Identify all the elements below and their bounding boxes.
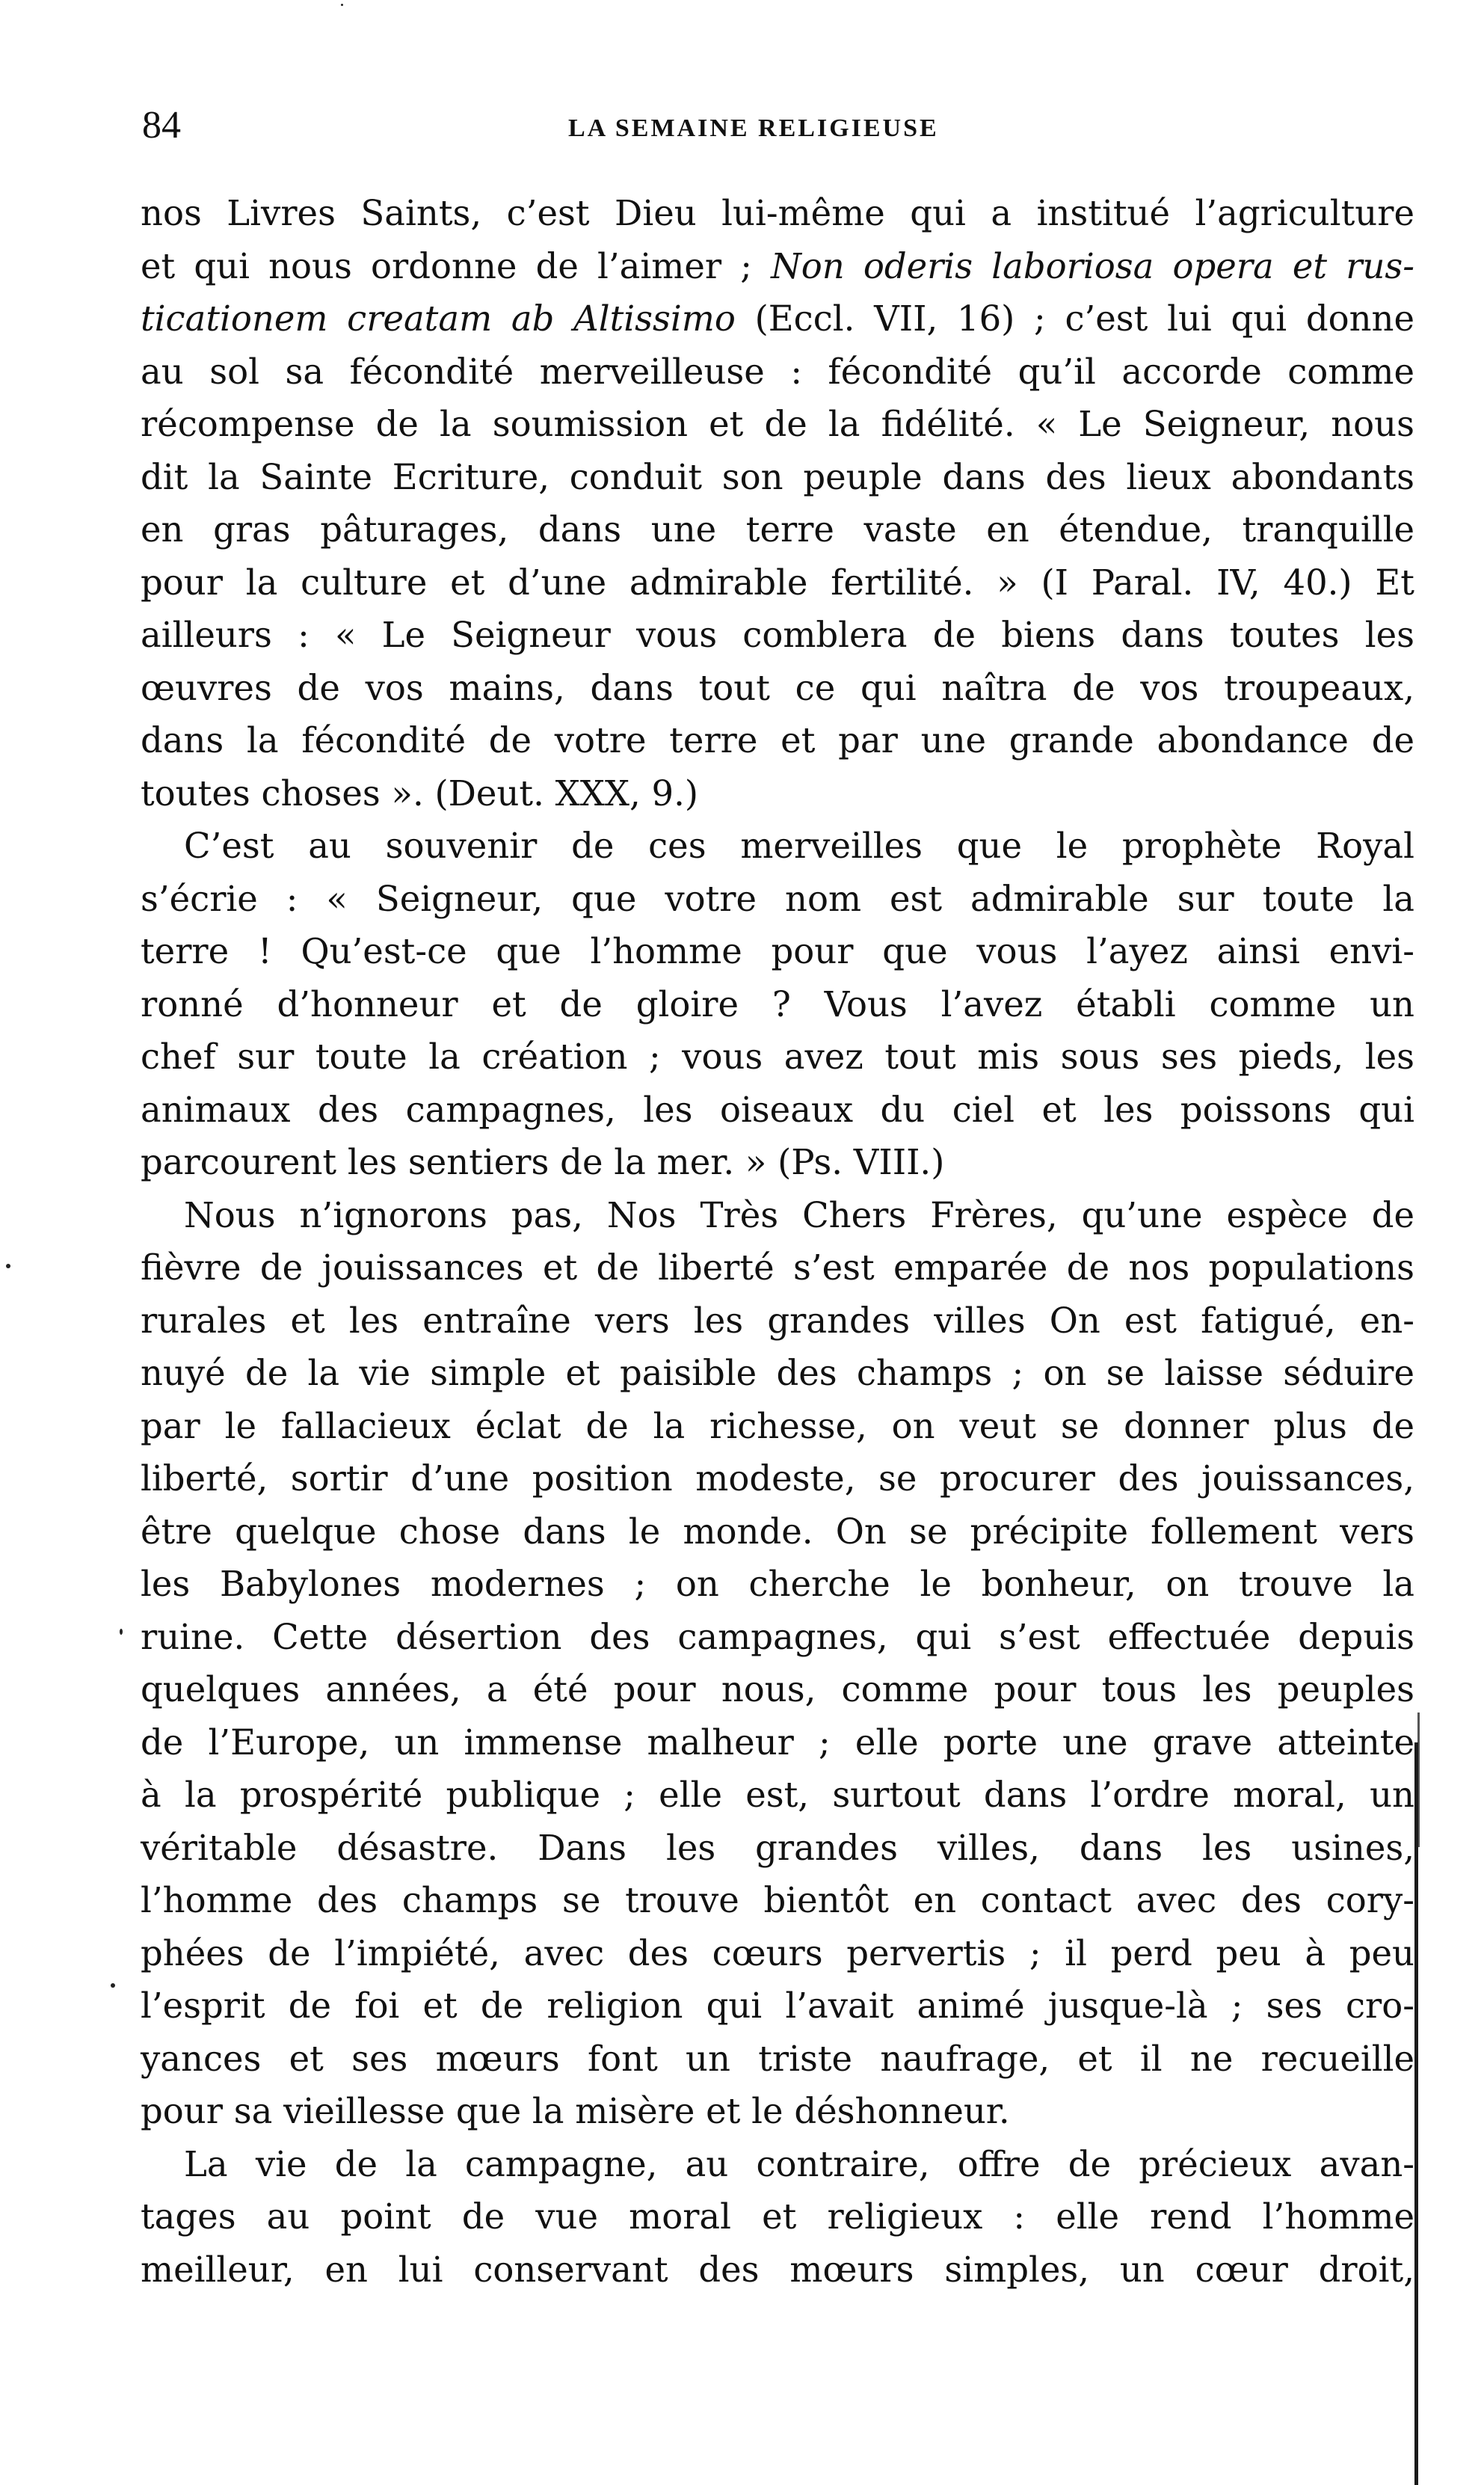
text-line: de l’Europe, un immense malheur ; elle porte une grave atteinte [141,1721,1414,1763]
text-line [141,292,1414,345]
text-line: en gras pâturages, dans une terre vaste en étendue, tranquille [141,509,1414,550]
text-line: nuyé de la vie simple et paisible des champs ; on se laisse séduire [141,1353,1414,1393]
text-line: rurales et les entraîne vers les grandes villes On est fatigué, en- [141,1300,1414,1341]
text-line-part: (Eccl. VII, 16) ; c’est lui qui donne [735,298,1415,339]
text-line: à la prospérité publique ; elle est, surtout dans l’ordre moral, un [141,1775,1414,1815]
running-head: LA SEMAINE RELIGIEUSE [568,114,939,142]
latin-quote: ticationem creatam ab Altissimo [141,298,736,339]
text-line: chef sur toute la création ; vous avez tout mis sous ses pieds, les [141,1036,1414,1077]
text-line: ailleurs : « Le Seigneur vous comblera de biens dans toutes les [141,615,1414,655]
text-line: phées de l’impiété, avec des cœurs pervertis ; il perd peu à peu [141,1932,1414,1973]
text-line: meilleur, en lui conservant des mœurs simples, un cœur droit, [141,2249,1414,2290]
text-line: au sol sa fécondité merveilleuse : fécondité qu’il accorde comme [141,351,1414,392]
scan-speck [111,1983,115,1988]
text-line: ruine. Cette désertion des campagnes, qui s’est effectuée depuis [141,1616,1414,1657]
text-line: Nous n’ignorons pas, Nos Très Chers Frères, qu’une espèce de [184,1194,1414,1235]
text-line: dans la fécondité de votre terre et par une grande abondance de [141,720,1414,761]
text-line: dit la Sainte Ecriture, conduit son peuple dans des lieux abondants [141,456,1414,497]
text-line: véritable désastre. Dans les grandes villes, dans les usines, [141,1827,1414,1868]
text-line: pour sa vieillesse que la misère et le déshonneur. [141,2091,1010,2131]
text-line: fièvre de jouissances et de liberté s’est emparée de nos populations [141,1247,1414,1288]
scan-speck [6,1264,10,1268]
text-line: toutes choses ». (Deut. XXX, 9.) [141,772,699,814]
body-text [141,187,1414,2296]
text-line: tages au point de vue moral et religieux : elle rend l’homme [141,2196,1414,2237]
text-line: œuvres de vos mains, dans tout ce qui naîtra de vos troupeaux, [141,667,1414,708]
scan-edge-rule [1414,1742,1418,2485]
text-line-part: et qui nous ordonne de l’aimer ; [141,245,772,286]
text-line: quelques années, a été pour nous, comme pour tous les peuples [141,1669,1414,1710]
scan-speck [341,4,343,6]
text-line: l’homme des champs se trouve bientôt en contact avec des cory- [141,1880,1414,1920]
text-line: s’écrie : « Seigneur, que votre nom est admirable sur toute la [141,878,1414,919]
text-line: ronné d’honneur et de gloire ? Vous l’avez établi comme un [141,983,1414,1025]
text-line: être quelque chose dans le monde. On se précipite follement vers [141,1511,1414,1552]
text-line: récompense de la soumission et de la fidélité. « Le Seigneur, nous [141,404,1414,444]
text-line: l’esprit de foi et de religion qui l’avait animé jusque-là ; ses cro- [141,1985,1414,2026]
text-line: yances et ses mœurs font un triste naufrage, et il ne recueille [141,2038,1414,2079]
text-line: C’est au souvenir de ces merveilles que le prophète Royal [184,826,1414,866]
text-line: terre ! Qu’est-ce que l’homme pour que vous l’ayez ainsi envi- [141,931,1414,971]
page-number: 84 [142,104,181,147]
text-line: parcourent les sentiers de la mer. » (Ps. VIII.) [141,1142,945,1182]
scan-speck [120,1629,123,1635]
text-line: La vie de la campagne, au contraire, offre de précieux avan- [184,2143,1414,2184]
page-header [142,103,1413,163]
text-line: par le fallacieux éclat de la richesse, on veut se donner plus de [141,1405,1414,1446]
text-line [141,240,1414,293]
text-line: liberté, sortir d’une position modeste, se procurer des jouissances, [141,1458,1414,1499]
text-line: les Babylones modernes ; on cherche le bonheur, on trouve la [141,1564,1414,1604]
text-line: pour la culture et d’une admirable fertilité. » (I Paral. IV, 40.) Et [141,562,1414,603]
text-line: nos Livres Saints, c’est Dieu lui-même qui a institué l’agriculture [141,193,1414,233]
latin-quote: Non oderis laboriosa opera et rus- [771,245,1415,286]
text-line: animaux des campagnes, les oiseaux du ciel et les poissons qui [141,1089,1414,1130]
